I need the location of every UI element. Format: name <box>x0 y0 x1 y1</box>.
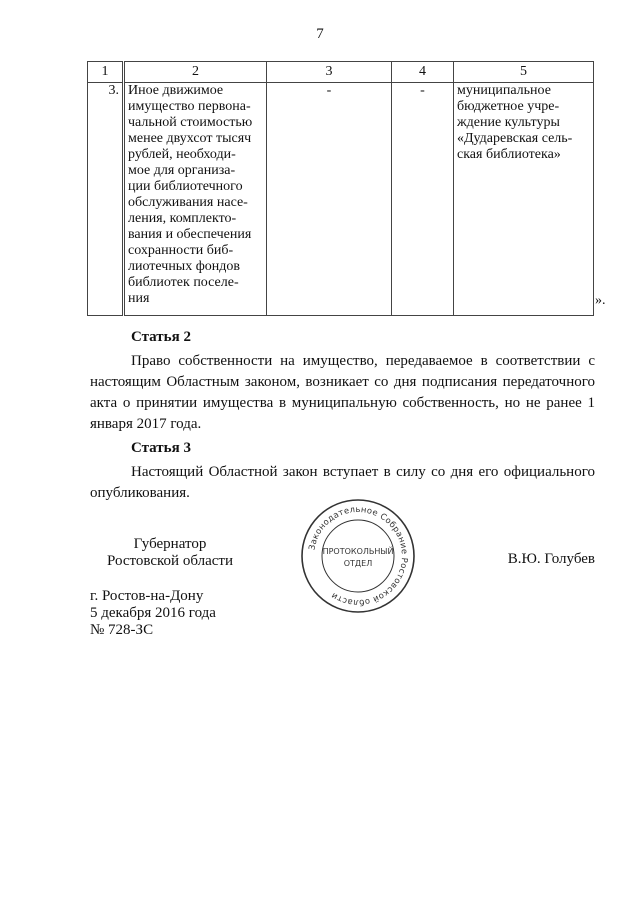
property-name-line: ния <box>128 291 150 306</box>
table-header-cell: 5 <box>454 62 594 83</box>
article3-heading: Статья 3 <box>131 440 191 456</box>
governor-title-line2: Ростовской области <box>107 553 233 569</box>
seal-center-line1: ПРОТОКОЛЬНЫЙ <box>322 547 394 556</box>
recipient-line: муниципальное <box>457 83 551 98</box>
property-name-line: обслуживания насе- <box>128 195 248 210</box>
recipient-line: бюджетное учре- <box>457 99 560 114</box>
recipient-line: ская библиотека» <box>457 147 561 162</box>
property-name-line: лиотечных фондов <box>128 259 241 274</box>
property-name-line: чальной стоимостью <box>128 115 253 130</box>
property-name-cell <box>124 83 267 316</box>
table-header-cell: 1 <box>88 62 124 83</box>
closing-quote: ». <box>595 293 606 308</box>
law-date: 5 декабря 2016 года <box>90 605 216 621</box>
table-row <box>88 83 594 316</box>
property-name-line: рублей, необходи- <box>128 147 236 162</box>
official-seal <box>300 498 416 614</box>
property-name-line: сохранности биб- <box>128 243 234 258</box>
property-name-lines <box>128 83 263 307</box>
property-name-line: мое для организа- <box>128 163 236 178</box>
place-date-block <box>90 588 216 639</box>
page-number: 7 <box>316 26 324 42</box>
article2-text: Право собственности на имущество, передаваемое в соответствии с настоящим Областным законом, возникает со дня подписания передаточного акта о принятии имущества в муниципальную собственность, но не ранее 1 января 2017 года. <box>90 353 595 432</box>
table-header-cell: 3 <box>267 62 392 83</box>
property-name-line: библиотек поселе- <box>128 275 239 290</box>
governor-title <box>90 536 250 570</box>
property-name-line: имущество первона- <box>128 99 251 114</box>
table-header-cell: 4 <box>392 62 454 83</box>
property-name-line: Иное движимое <box>128 83 224 98</box>
property-name-line: ции библиотечного <box>128 179 243 194</box>
recipient-lines <box>457 83 590 163</box>
col3-cell: - <box>267 83 392 316</box>
governor-title-line1: Губернатор <box>133 536 207 552</box>
article3-text: Настоящий Областной закон вступает в силу со дня его официального опубликования. <box>90 464 595 501</box>
seal-outer-ring <box>302 500 414 612</box>
property-name-line: вания и обеспечения <box>128 227 252 242</box>
recipient-cell <box>454 83 594 316</box>
row-number: 3. <box>88 83 124 316</box>
seal-center-line2: ОТДЕЛ <box>343 559 373 568</box>
property-table <box>87 61 594 316</box>
recipient-line: «Дударевская сель- <box>457 131 573 146</box>
table-header-cell: 2 <box>124 62 267 83</box>
recipient-line: ждение культуры <box>457 115 560 130</box>
property-name-line: менее двухсот тысяч <box>128 131 252 146</box>
table-header-row <box>88 62 594 83</box>
city: г. Ростов-на-Дону <box>90 588 204 604</box>
seal-ring-text: Законодательное Собрание Ростовской области <box>306 503 411 609</box>
seal-inner-ring <box>322 520 394 592</box>
col4-cell: - <box>392 83 454 316</box>
article2-heading: Статья 2 <box>131 329 191 345</box>
law-number: № 728-ЗС <box>90 622 154 638</box>
governor-name: В.Ю. Голубев <box>507 551 595 567</box>
property-name-line: ления, комплекто- <box>128 211 237 226</box>
